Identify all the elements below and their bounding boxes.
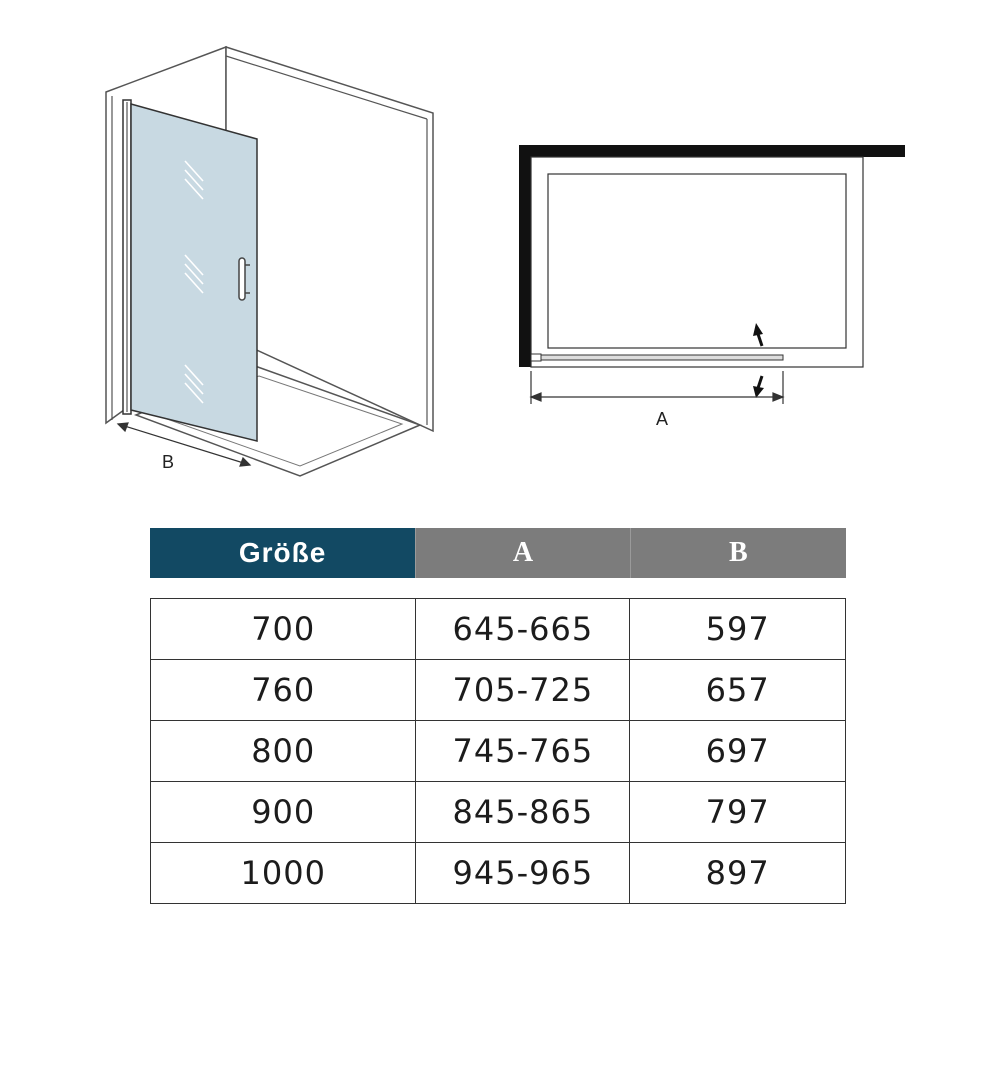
header-b: B [630,528,846,578]
cell-a: 845-865 [416,782,630,843]
cell-size: 900 [151,782,416,843]
table-row [151,660,846,721]
plan-wall-profile [531,354,541,361]
cell-b: 897 [630,843,846,904]
dimension-a-label: A [656,409,669,429]
header-groesse: Größe [150,528,415,578]
cell-b: 597 [630,599,846,660]
glass-panel [131,104,257,441]
plan-top-wall [519,145,905,157]
cell-a: 645-665 [416,599,630,660]
table-row [151,782,846,843]
cell-a: 705-725 [416,660,630,721]
table-row [151,721,846,782]
table-row [151,599,846,660]
cell-b: 697 [630,721,846,782]
dimension-b-label: B [162,452,175,472]
shower-plan-diagram [500,0,1000,500]
swing-arrow-out-icon [753,376,764,398]
size-data-table [150,598,846,904]
header-a: A [415,528,629,578]
cell-b: 797 [630,782,846,843]
cell-size: 800 [151,721,416,782]
cell-size: 700 [151,599,416,660]
shower-perspective-diagram [0,0,500,500]
cell-size: 1000 [151,843,416,904]
table-header-row [150,528,846,578]
table-row [151,843,846,904]
plan-left-wall [519,145,531,367]
cell-b: 657 [630,660,846,721]
cell-size: 760 [151,660,416,721]
size-table [150,528,846,904]
cell-a: 745-765 [416,721,630,782]
plan-tray-inner [548,174,846,348]
dimension-a-line [531,371,783,404]
cell-a: 945-965 [416,843,630,904]
plan-glass-panel [531,355,783,360]
